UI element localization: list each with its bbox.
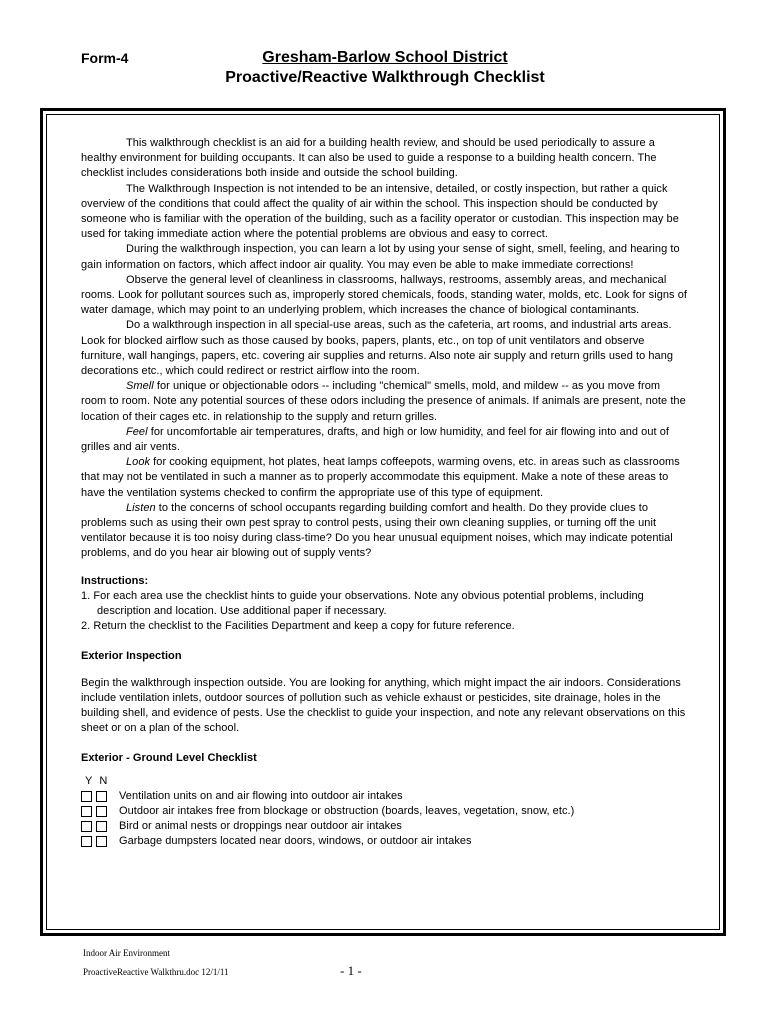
- checklist-row: [81, 789, 687, 804]
- listen-keyword: Listen: [126, 501, 156, 514]
- intro-paragraph-4: Observe the general level of cleanliness in classrooms, hallways, restrooms, assembly areas, and mechanical rooms. Look for pollutant sources such as, improperly stored chemicals, foods, standing water, molds, etc. Look for signs of water damage, which may point to an underlying problem, which increases the chance of biological contaminants.: [81, 273, 687, 317]
- intro-paragraph-3: During the walkthrough inspection, you can learn a lot by using your sense of sight, smell, feeling, and hearing to gain information on factors, which affect indoor air quality. You may even be able to make immediate corrections!: [81, 243, 680, 271]
- instruction-item-2: 2. Return the checklist to the Facilities Department and keep a copy for future reference.: [81, 620, 515, 633]
- look-paragraph: Look for cooking equipment, hot plates, heat lamps coffeepots, warming ovens, etc. in areas such as classrooms that may not be ventilated in such a manner as to properly accommodate this equipment. Make a note of these areas to have the ventilation systems checked to confirm the appropriate use of this type of equipment.: [81, 456, 680, 499]
- checklist-row: [81, 804, 687, 819]
- instructions-heading: Instructions:: [81, 574, 149, 587]
- page-number: - 1 -: [340, 963, 362, 978]
- footer-title: Indoor Air Environment: [83, 948, 170, 958]
- intro-paragraph-5: Do a walkthrough inspection in all special-use areas, such as the cafeteria, art rooms, and industrial arts areas. Look for blocked airflow such as those caused by books, papers, plants, etc., on top of unit ventilators and observe furniture, wall hangings, papers, etc. covering air supplies and returns. Also note air supply and return grills used to hang decorations etc., which could redirect or restrict airflow into the room.: [81, 319, 674, 378]
- checklist-row: [81, 834, 687, 849]
- no-checkbox[interactable]: [96, 821, 107, 832]
- checklist-item-label: Garbage dumpsters located near doors, windows, or outdoor air intakes: [119, 834, 472, 847]
- no-label: N: [99, 774, 110, 787]
- exterior-heading: Exterior Inspection: [81, 649, 182, 662]
- checklist-item-label: Bird or animal nests or droppings near outdoor air intakes: [119, 819, 402, 832]
- yes-checkbox[interactable]: [81, 821, 92, 832]
- checklist-heading: Exterior - Ground Level Checklist: [81, 751, 257, 764]
- intro-paragraph-1: This walkthrough checklist is an aid for a building health review, and should be used periodically to assure a healthy environment for building occupants. It can also be used to guide a response to a building health concern. The checklist includes considerations both inside and outside the school building.: [81, 137, 657, 180]
- feel-paragraph: Feel for uncomfortable air temperatures, drafts, and high or low humidity, and feel for air flowing into and out of grilles and air vents.: [81, 425, 670, 454]
- smell-paragraph: Smell for unique or objectionable odors -- including "chemical" smells, mold, and mildew -- as you move from room to room. Note any potential sources of these odors including the presence of animals. If animals are present, note the location of their cages etc. in relationship to the supply and return grilles.: [81, 380, 686, 423]
- look-keyword: Look: [126, 456, 151, 469]
- checklist-title: Proactive/Reactive Walkthrough Checklist: [225, 69, 545, 86]
- no-checkbox[interactable]: [96, 836, 107, 847]
- document-title: [0, 48, 770, 88]
- yes-label: Y: [85, 774, 95, 787]
- form-number: Form-4: [81, 50, 129, 66]
- intro-paragraph-2: The Walkthrough Inspection is not intended to be an intensive, detailed, or costly inspection, but rather a quick overview of the conditions that could affect the quality of air within the school. This inspection should be conducted by someone who is familiar with the operation of the building, such as a facility operator or custodian. This inspection may be used for taking immediate action where the potential problems are obvious and easy to correct.: [81, 182, 679, 241]
- district-title: Gresham-Barlow School District: [262, 49, 508, 66]
- smell-keyword: Smell: [126, 380, 154, 393]
- listen-paragraph: Listen to the concerns of school occupants regarding building comfort and health. Do they provide clues to problems such as using their own pest spray to control pests, using their own cleaning supplies, or turning off the unit ventilator because it is too noisy during class-time? Do you hear unusual equipment noises, which may indicate potential problems, and do you hear air blowing out of supply vents?: [81, 501, 673, 560]
- content-body: [81, 136, 687, 849]
- yes-checkbox[interactable]: [81, 791, 92, 802]
- no-checkbox[interactable]: [96, 791, 107, 802]
- no-checkbox[interactable]: [96, 806, 107, 817]
- checklist-row: [81, 819, 687, 834]
- yes-no-header: [81, 774, 687, 789]
- checklist-item-label: Ventilation units on and air flowing into outdoor air intakes: [119, 789, 403, 802]
- yes-checkbox[interactable]: [81, 806, 92, 817]
- exterior-paragraph: Begin the walkthrough inspection outside. You are looking for anything, which might impact the air indoors. Considerations include ventilation inlets, outdoor sources of pollution such as vehicle exhaust or pesticides, site drainage, holes in the building shell, and evidence of pests. Use the checklist to guide your inspection, and note any relevant observations on this sheet or on a plan of the school.: [81, 676, 686, 735]
- checklist-item-label: Outdoor air intakes free from blockage or obstruction (boards, leaves, vegetation, snow, etc.): [119, 804, 575, 817]
- footer-filename: ProactiveReactive Walkthru.doc 12/1/11: [83, 967, 229, 977]
- feel-keyword: Feel: [126, 425, 148, 438]
- yes-checkbox[interactable]: [81, 836, 92, 847]
- instruction-item-1: 1. For each area use the checklist hints to guide your observations. Note any obvious potential problems, including description and location. Use additional paper if necessary.: [81, 589, 644, 618]
